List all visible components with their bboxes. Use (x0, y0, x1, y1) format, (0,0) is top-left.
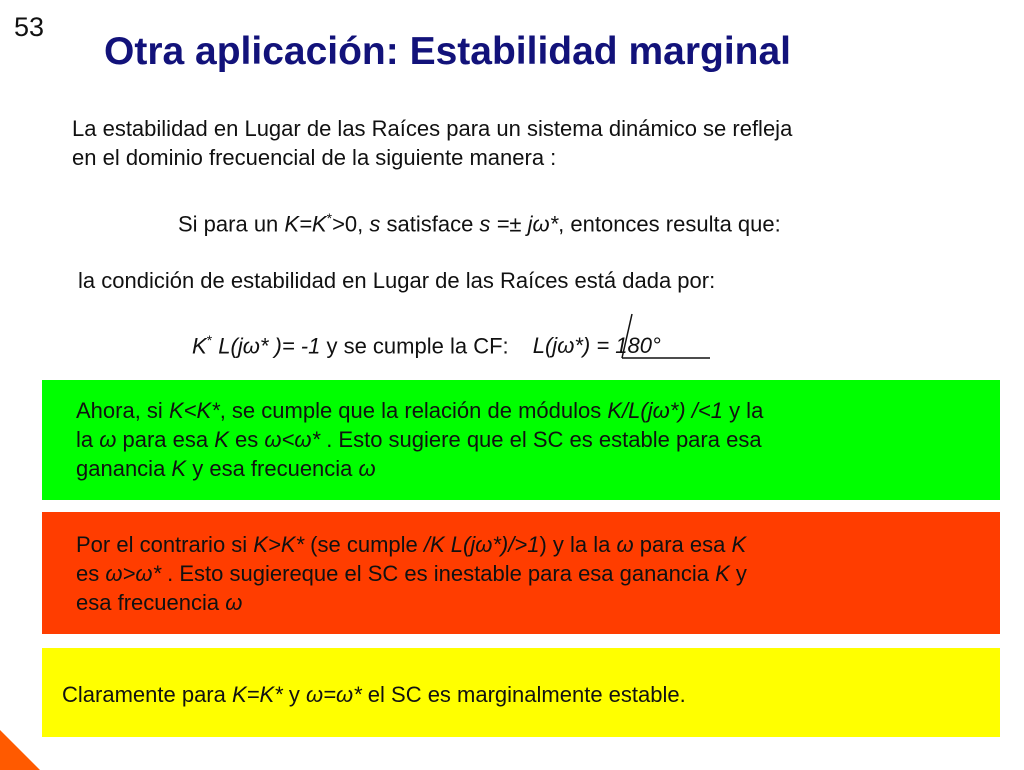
unstable-case-box (42, 512, 1000, 634)
s-variable: s (369, 211, 381, 237)
formula-line (192, 326, 661, 360)
angle-expression: L(jω*) = 180° (532, 333, 661, 359)
formula-expression: L(jω* )= -1 (212, 333, 321, 359)
satisface-word: satisface (380, 211, 480, 237)
unstable-case-text (76, 530, 747, 617)
unstable-line-2: es ω>ω* . Esto sugiereque el SC es inestable para esa ganancia K y (76, 561, 747, 586)
slide-title: Otra aplicación: Estabilidad marginal (104, 30, 792, 73)
stable-line-3: ganancia K y esa frecuencia ω (76, 456, 376, 481)
intro-line-1: La estabilidad en Lugar de las Raíces para un sistema dinámico se refleja (72, 116, 793, 141)
unstable-line-3: esa frecuencia ω (76, 590, 243, 615)
formula-cf-text: y se cumple la CF: (320, 333, 515, 359)
intro-line-2: en el dominio frecuencial de la siguiente manera : (72, 145, 557, 170)
stable-case-box (42, 380, 1000, 500)
marginal-case-text: Claramente para K=K* y ω=ω* el SC es marginalmente estable. (62, 682, 686, 707)
condition-prefix: Si para un (178, 211, 285, 237)
stability-line: la condición de estabilidad en Lugar de las Raíces está dada por: (78, 268, 716, 293)
formula-k-superscript: * (206, 332, 213, 348)
corner-decoration (0, 730, 40, 770)
kstar-superscript: * (326, 210, 333, 226)
marginal-case-box (42, 648, 1000, 737)
stable-line-2: la ω para esa K es ω<ω* . Esto sugiere que el SC es estable para esa (76, 427, 762, 452)
formula-k: K (192, 333, 207, 359)
stable-case-text (76, 396, 763, 483)
s-expression: s =± jω* (479, 211, 559, 237)
condition-suffix: , entonces resulta que: (558, 211, 781, 237)
unstable-line-1: Por el contrario si K>K* (se cumple /K L(jω*)/>1) y la la ω para esa K (76, 532, 747, 557)
greater-than-zero: >0, (332, 211, 370, 237)
intro-paragraph (72, 114, 792, 172)
slide-number: 53 (14, 12, 45, 42)
condition-line (178, 204, 781, 238)
k-equals-kstar: K=K (284, 211, 327, 237)
stable-line-1: Ahora, si K<K*, se cumple que la relación de módulos K/L(jω*) /<1 y la (76, 398, 764, 423)
angle-symbol (618, 312, 712, 360)
